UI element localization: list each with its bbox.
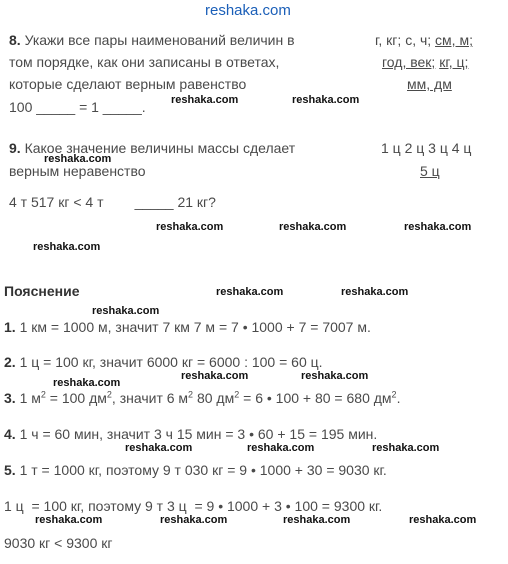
explanation-text: = 100 дм xyxy=(45,390,107,406)
explanation-3 xyxy=(4,390,400,406)
watermark: reshaka.com xyxy=(372,442,440,454)
explanation-7: 9030 кг < 9300 кг xyxy=(4,535,113,551)
question-8-line-2: том порядке, как они записаны в ответах, xyxy=(9,54,280,70)
watermark: reshaka.com xyxy=(181,370,249,382)
explanation-text: . xyxy=(396,390,401,406)
watermark: reshaka.com xyxy=(216,286,284,298)
option-underlined[interactable]: кг, ц; xyxy=(439,54,469,70)
explanation-text: , значит 6 м xyxy=(111,390,189,406)
option-underlined[interactable]: год, век; xyxy=(382,54,436,70)
superscript: 2 xyxy=(106,389,112,400)
watermark: reshaka.com xyxy=(92,305,160,317)
explanation-1 xyxy=(4,319,371,335)
site-title[interactable]: reshaka.com xyxy=(205,2,291,19)
superscript: 2 xyxy=(188,389,194,400)
explanation-text: 1 км = 1000 м, значит 7 км 7 м = 7 • 1000 + 7 = 7007 м. xyxy=(19,319,371,335)
watermark: reshaka.com xyxy=(160,514,228,526)
explanation-number: 1. xyxy=(4,319,16,335)
watermark: reshaka.com xyxy=(409,514,477,526)
explanation-number: 4. xyxy=(4,426,16,442)
explanation-heading: Пояснение xyxy=(4,283,80,299)
question-9-line-3: 4 т 517 кг < 4 т _____ 21 кг? xyxy=(9,194,216,210)
watermark: reshaka.com xyxy=(247,442,315,454)
explanation-text: 80 дм xyxy=(193,390,235,406)
explanation-number: 3. xyxy=(4,390,16,406)
question-8-line-1 xyxy=(9,32,295,48)
question-9-text: Какое значение величины массы сделает xyxy=(24,140,296,156)
explanation-4 xyxy=(4,426,377,442)
question-9-options-1: 1 ц 2 ц 3 ц 4 ц xyxy=(381,140,472,156)
question-9-options-2[interactable]: 5 ц xyxy=(420,163,440,179)
question-9-line-2: верным неравенство xyxy=(9,163,146,179)
explanation-text: 1 м xyxy=(19,390,41,406)
watermark: reshaka.com xyxy=(283,514,351,526)
superscript: 2 xyxy=(40,389,46,400)
watermark: reshaka.com xyxy=(171,94,239,106)
explanation-text: 1 ч = 60 мин, значит 3 ч 15 мин = 3 • 60 + 15 = 195 мин. xyxy=(19,426,378,442)
superscript: 2 xyxy=(234,389,240,400)
watermark: reshaka.com xyxy=(53,377,121,389)
question-9-number: 9. xyxy=(9,140,21,156)
superscript: 2 xyxy=(391,389,397,400)
watermark: reshaka.com xyxy=(404,221,472,233)
explanation-2 xyxy=(4,354,323,370)
explanation-text: 1 т = 1000 кг, поэтому 9 т 030 кг = 9 • 1000 + 30 = 9030 кг. xyxy=(19,462,387,478)
explanation-number: 5. xyxy=(4,462,16,478)
watermark: reshaka.com xyxy=(156,221,224,233)
explanation-text: 1 ц = 100 кг, значит 6000 кг = 6000 : 100 = 60 ц. xyxy=(19,354,323,370)
explanation-number: 2. xyxy=(4,354,16,370)
watermark: reshaka.com xyxy=(301,370,369,382)
explanation-5 xyxy=(4,462,387,478)
watermark: reshaka.com xyxy=(33,241,101,253)
option-underlined[interactable]: см, м; xyxy=(435,32,473,48)
explanation-6: 1 ц = 100 кг, поэтому 9 т 3 ц = 9 • 1000 + 3 • 100 = 9300 кг. xyxy=(4,498,383,514)
question-8-text: Укажи все пары наименований величин в xyxy=(24,32,295,48)
question-8-options-3[interactable]: мм, дм xyxy=(407,76,452,92)
watermark: reshaka.com xyxy=(35,514,103,526)
question-8-line-4: 100 _____ = 1 _____. xyxy=(9,99,146,115)
explanation-text: = 6 • 100 + 80 = 680 дм xyxy=(239,390,392,406)
option-text: г, кг; с, ч; xyxy=(375,32,432,48)
question-8-options-1 xyxy=(375,32,473,48)
watermark: reshaka.com xyxy=(279,221,347,233)
question-8-line-3: которые сделают верным равенство xyxy=(9,76,247,92)
watermark: reshaka.com xyxy=(125,442,193,454)
question-8-number: 8. xyxy=(9,32,21,48)
watermark: reshaka.com xyxy=(292,94,360,106)
question-8-options-2 xyxy=(382,54,468,70)
watermark: reshaka.com xyxy=(44,153,112,165)
watermark: reshaka.com xyxy=(341,286,409,298)
